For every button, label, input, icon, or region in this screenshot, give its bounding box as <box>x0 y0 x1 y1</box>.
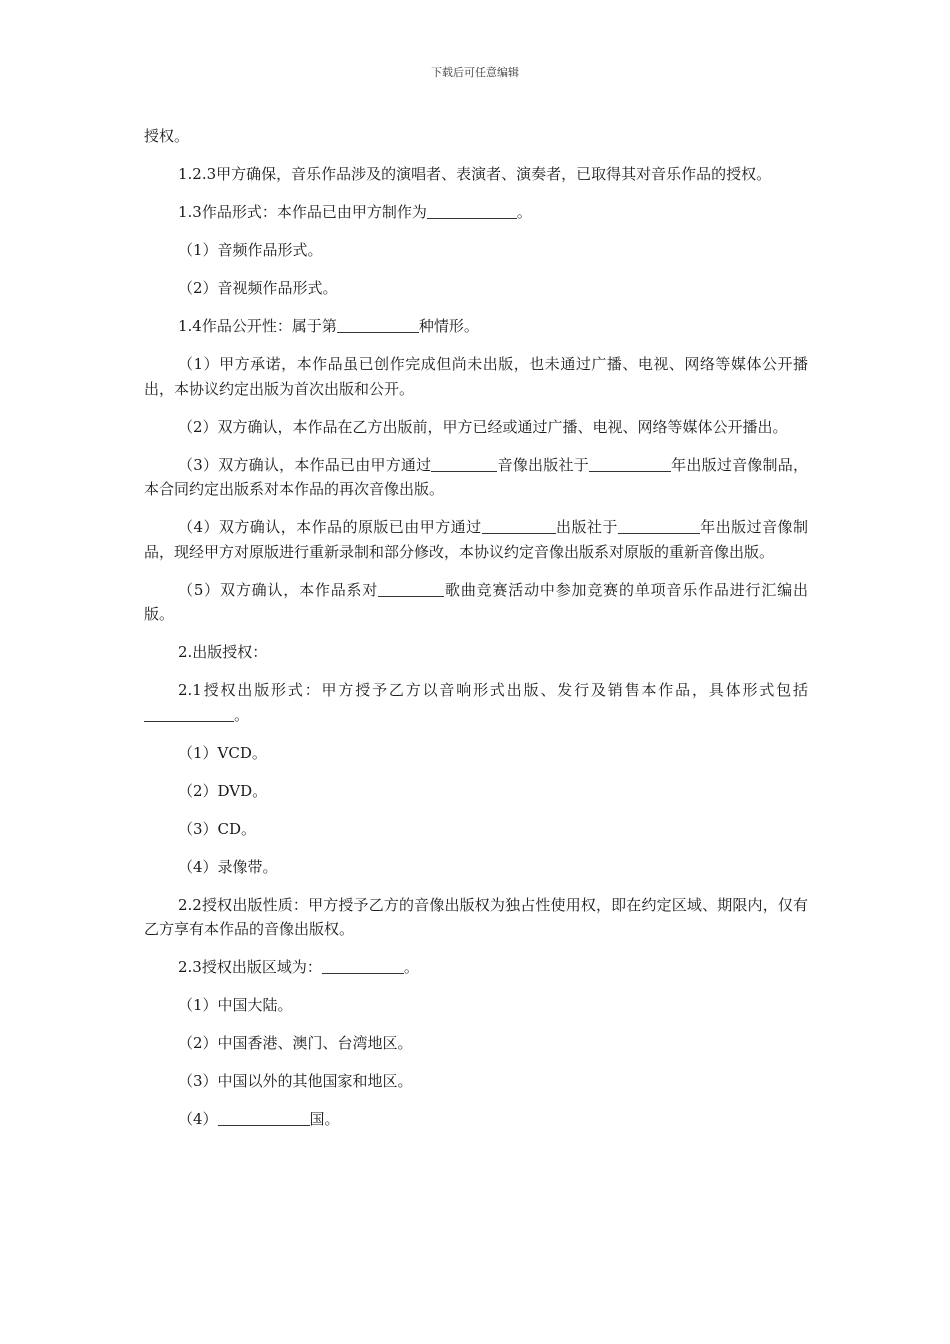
paragraph-text: （1）音频作品形式。 <box>178 241 323 259</box>
fill-in-blank[interactable] <box>322 957 404 974</box>
paragraph-text: 授权。 <box>144 127 190 145</box>
fill-in-blank[interactable] <box>218 1109 310 1126</box>
paragraph-text: 年出版过音像制品，现经甲方对原版进行重新录制和部分修改，本协议约定音像出版系对原版的重新音像出版。 <box>144 518 808 561</box>
document-body <box>144 124 808 1145</box>
fill-in-blank[interactable] <box>427 202 517 219</box>
page-header: 下载后可任意编辑 <box>431 66 519 79</box>
paragraph-text: 2.出版授权： <box>178 643 268 661</box>
paragraph <box>144 200 808 225</box>
fill-in-blank[interactable] <box>144 705 234 722</box>
paragraph <box>144 238 808 263</box>
paragraph-text: 出版社于 <box>555 518 618 536</box>
paragraph-text: （3）中国以外的其他国家和地区。 <box>178 1072 413 1090</box>
paragraph-text: （1）VCD。 <box>178 743 267 762</box>
paragraph <box>144 276 808 301</box>
paragraph <box>144 640 808 665</box>
paragraph-text: （1）甲方承诺，本作品虽已创作完成但尚未出版，也未通过广播、电视、网络等媒体公开播出，本协议约定出版为首次出版和公开。 <box>144 355 808 398</box>
paragraph <box>144 124 808 149</box>
paragraph-text: （2）音视频作品形式。 <box>178 279 338 297</box>
paragraph <box>144 1031 808 1056</box>
paragraph-text: （5）双方确认，本作品系对 <box>178 580 379 599</box>
paragraph-text: 2.1授权出版形式：甲方授予乙方以音响形式出版、发行及销售本作品，具体形式包括 <box>178 681 808 699</box>
paragraph <box>144 515 808 564</box>
paragraph <box>144 779 808 804</box>
paragraph <box>144 314 808 339</box>
paragraph <box>144 162 808 187</box>
paragraph-text: （3）双方确认，本作品已由甲方通过 <box>178 455 432 474</box>
paragraph <box>144 415 808 440</box>
paragraph-text: （2）中国香港、澳门、台湾地区。 <box>178 1034 413 1052</box>
paragraph <box>144 993 808 1018</box>
paragraph <box>144 855 808 880</box>
paragraph-text: （2）DVD。 <box>178 781 268 800</box>
paragraph-text: 。 <box>516 203 532 221</box>
fill-in-blank[interactable] <box>378 580 444 597</box>
fill-in-blank[interactable] <box>618 517 700 534</box>
paragraph-text: （3）CD。 <box>178 819 257 838</box>
paragraph-text: 1.2.3甲方确保，音乐作品涉及的演唱者、表演者、演奏者，已取得其对音乐作品的授权。 <box>178 165 772 183</box>
paragraph-text: （4）录像带。 <box>178 857 278 876</box>
fill-in-blank[interactable] <box>589 455 671 472</box>
paragraph-text: 1.3作品形式：本作品已由甲方制作为 <box>178 203 427 221</box>
paragraph-text: 。 <box>403 958 419 976</box>
fill-in-blank[interactable] <box>482 517 556 534</box>
paragraph <box>144 678 808 727</box>
paragraph-text: 国。 <box>309 1110 340 1128</box>
paragraph <box>144 893 808 942</box>
paragraph-text: 年出版过音像制品，本合同约定出版系对本作品的再次音像出版。 <box>144 455 808 498</box>
paragraph <box>144 817 808 842</box>
paragraph-text: 种情形。 <box>418 317 479 335</box>
paragraph-text: （2）双方确认，本作品在乙方出版前，甲方已经或通过广播、电视、网络等媒体公开播出。 <box>178 417 788 436</box>
paragraph-text: 2.3授权出版区域为： <box>178 958 322 976</box>
paragraph <box>144 741 808 766</box>
paragraph-text: （4）双方确认，本作品的原版已由甲方通过 <box>178 518 482 536</box>
paragraph-text: （1）中国大陆。 <box>178 996 293 1014</box>
paragraph-text: 1.4作品公开性：属于第 <box>178 317 337 335</box>
fill-in-blank[interactable] <box>337 316 419 333</box>
paragraph-text: 歌曲竞赛活动中参加竞赛的单项音乐作品进行汇编出版。 <box>144 580 808 623</box>
paragraph <box>144 578 808 627</box>
paragraph <box>144 1069 808 1094</box>
paragraph-text: 。 <box>234 705 250 724</box>
paragraph-text: （4） <box>178 1110 218 1128</box>
fill-in-blank[interactable] <box>431 455 497 472</box>
paragraph <box>144 1107 808 1132</box>
paragraph <box>144 352 808 401</box>
paragraph <box>144 955 808 980</box>
paragraph-text: 音像出版社于 <box>497 455 589 474</box>
paragraph-text: 2.2授权出版性质：甲方授予乙方的音像出版权为独占性使用权，即在约定区域、期限内，仅有乙方享有本作品的音像出版权。 <box>144 895 808 938</box>
paragraph <box>144 453 808 502</box>
